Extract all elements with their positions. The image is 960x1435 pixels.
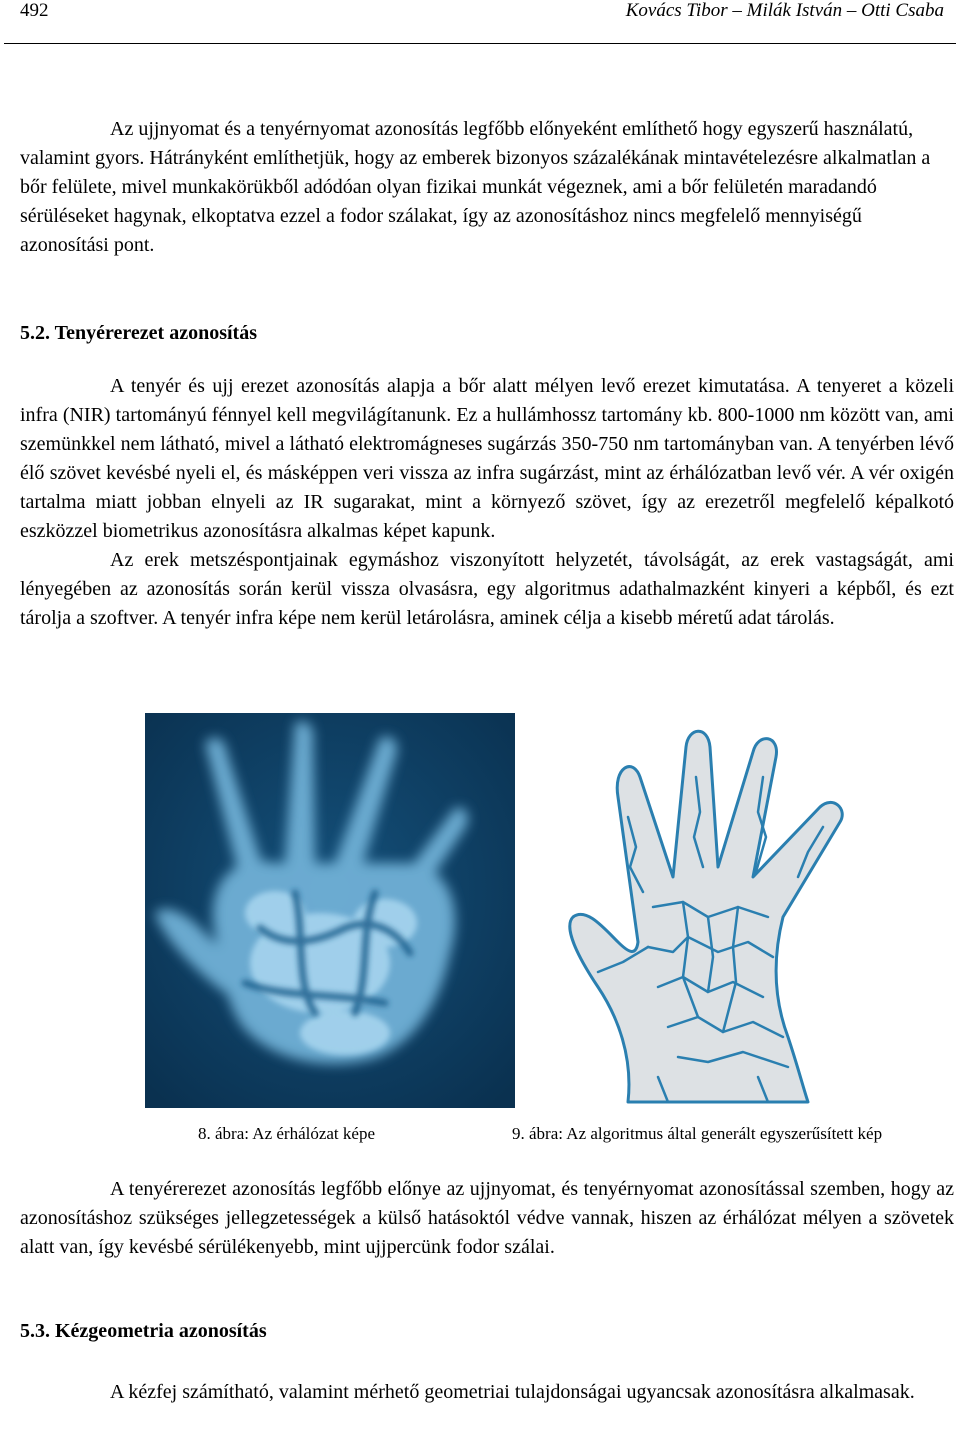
paragraph-2-block	[20, 372, 954, 633]
paragraph-4-block	[20, 1175, 954, 1262]
paragraph-2: A tenyér és ujj erezet azonosítás alapja a bőr alatt mélyen levő erezet kimutatása. A tenyeret a közeli infra (NIR) tartományú fénnyel kell megvilágítanunk. Ez a hullámhossz tartomány kb. 800-1000 nm között van, ami szemünkkel nem látható, mivel a látható elektromágneses sugárzás 350-750 nm tartományban van. A tenyérben lévő élő szövet kevésbé nyeli el, és másképpen veri vissza az infra sugárzást, mint az érhálózatban levő vér. A vér oxigén tartalma miatt jobban elnyeli az IR sugarakat, mint a környező szövet, így az erezetről megfelelő képalkotó eszközzel biometrikus azonosításra alkalmas képet kapunk.	[20, 375, 954, 542]
running-title: Kovács Tibor – Milák István – Otti Csaba	[625, 0, 944, 21]
figure-8-infrared-palm-image	[145, 713, 515, 1108]
paragraph-4: A tenyérerezet azonosítás legfőbb előnye az ujjnyomat, és tenyérnyomat azonosítással szemben, hogy az azonosításhoz szükséges jellegzetességek a külső hatásoktól védve vannak, hiszen az érhálózat mélyen a szövetek alatt van, így kevésbé sérülékenyebb, mint ujjpercünk fodor szálai.	[20, 1178, 954, 1258]
paragraph-1: Az ujjnyomat és a tenyérnyomat azonosítás legfőbb előnyeként említhető hogy egyszerű használatú, valamint gyors. Hátrányként említhetjük, hogy az emberek bizonyos százalékának mintavételezésre alkalmatlan a bőr felülete, mivel munkakörükből adódóan olyan fizikai munkát végeznek, ami a bőr felületén maradandó sérüléseket hagynak, elkoptatva ezzel a fodor szálakat, így az azonosításhoz nincs megfelelő mennyiségű azonosítási pont.	[20, 118, 931, 256]
section-heading-5-2: 5.2. Tenyérerezet azonosítás	[20, 322, 258, 344]
page-header	[0, 0, 960, 44]
paragraph-5-block	[20, 1378, 954, 1407]
paragraph-3: Az erek metszéspontjainak egymáshoz viszonyított helyzetét, távolságát, az erek vastagságát, ami lényegében az azonosítás során kerül vissza olvasásra, egy algoritmus adathalmazként kinyeri a képből, és ezt tárolja a szoftver. A tenyér infra képe nem kerül letárolásra, aminek célja a kisebb méretű adat tárolás.	[20, 549, 954, 629]
figure-9-vein-schematic	[558, 717, 925, 1105]
figure-8-caption: 8. ábra: Az érhálózat képe	[198, 1124, 375, 1143]
paragraph-1-block	[20, 115, 954, 260]
paragraph-5: A kézfej számítható, valamint mérhető geometriai tulajdonságai ugyancsak azonosításra alkalmasak.	[110, 1381, 915, 1403]
figure-9-caption: 9. ábra: Az algoritmus által generált egyszerűsített kép	[512, 1124, 883, 1143]
header-rule	[4, 43, 956, 44]
section-heading-5-3: 5.3. Kézgeometria azonosítás	[20, 1320, 267, 1342]
page-number: 492	[20, 0, 49, 21]
